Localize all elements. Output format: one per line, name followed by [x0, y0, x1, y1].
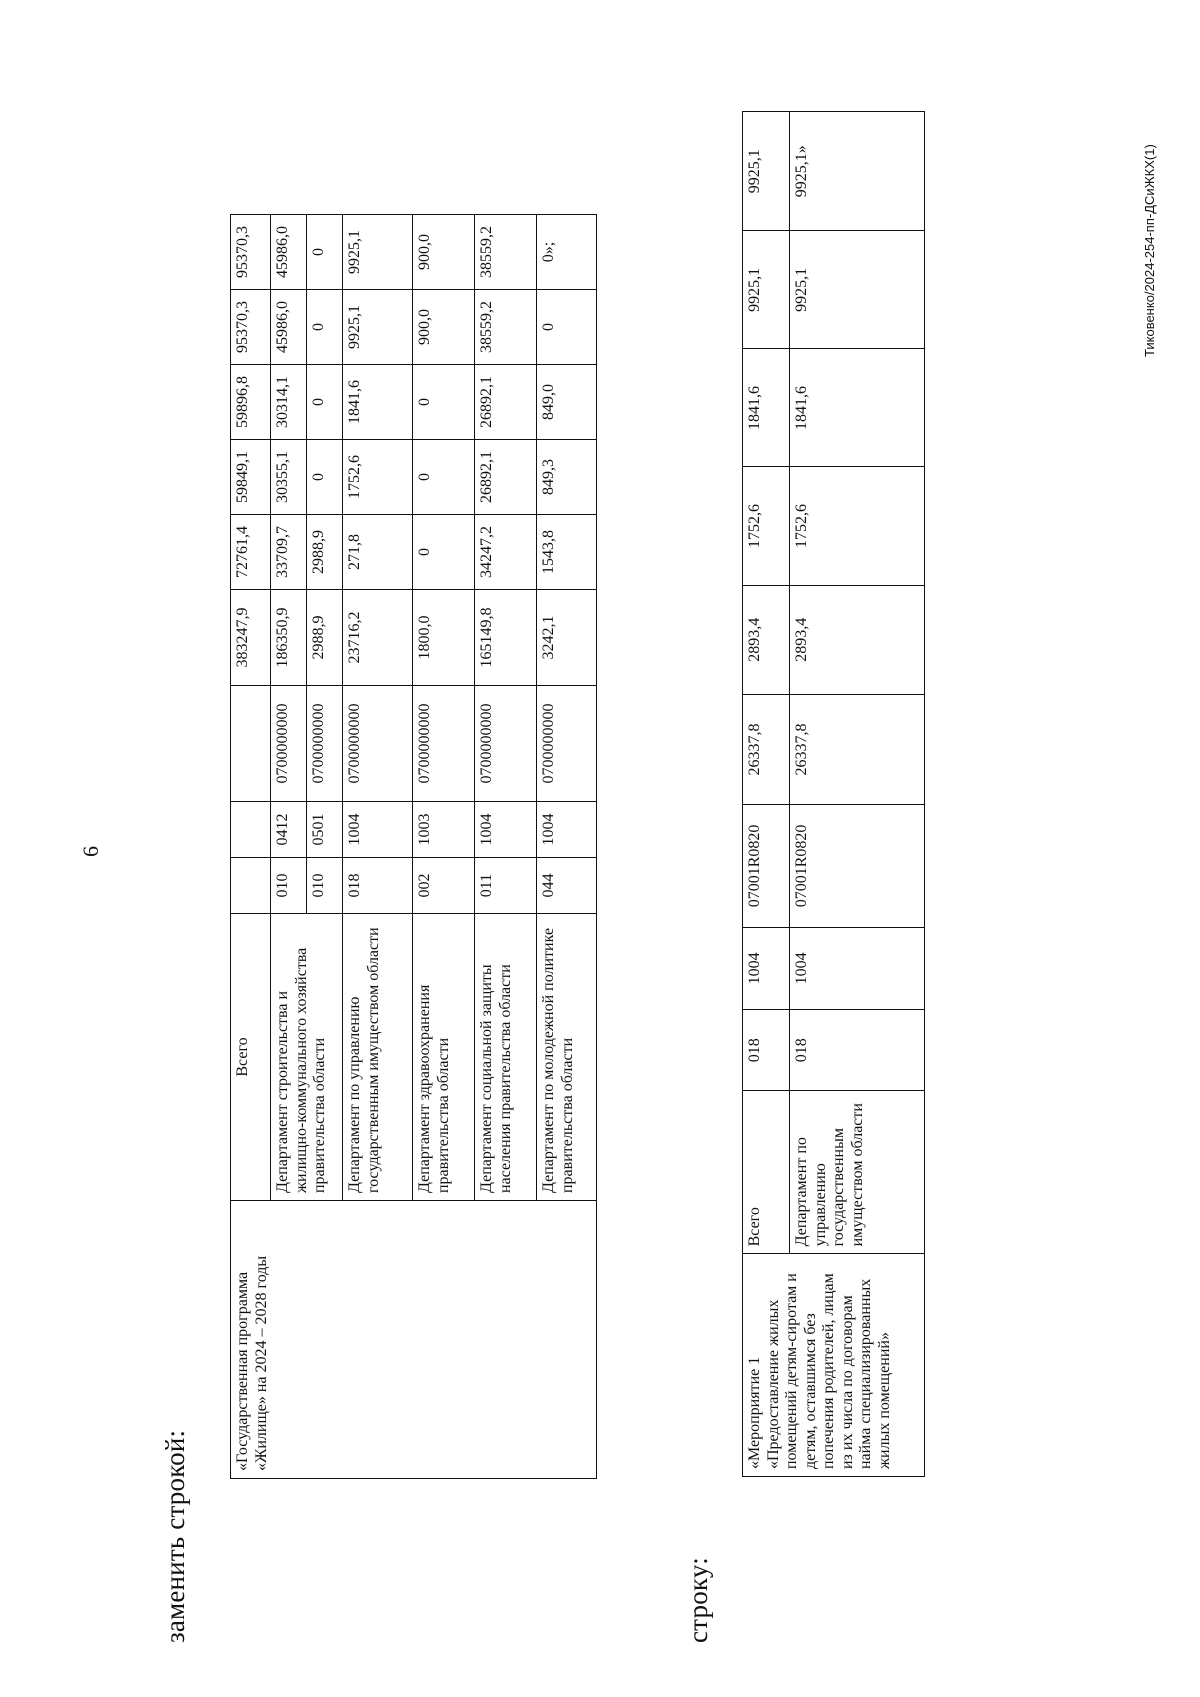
name-cell: Всего [231, 914, 271, 1201]
rzpr-cell [231, 802, 271, 858]
value-cell: 2893,4 [743, 585, 790, 694]
value-cell: 26892,1 [475, 365, 537, 440]
document-code: Тиковенко/2024-254-пп-ДСиЖКХ(1) [1142, 144, 1157, 357]
value-cell: 271,8 [343, 515, 413, 590]
csr-cell: 0700000000 [271, 686, 307, 802]
value-cell: 1841,6 [343, 365, 413, 440]
value-cell: 900,0 [413, 215, 475, 290]
value-cell: 1752,6 [343, 440, 413, 515]
value-cell: 0 [307, 365, 343, 440]
rzpr-cell: 1003 [413, 802, 475, 858]
value-cell: 9925,1 [743, 231, 790, 349]
rzpr-cell: 1004 [743, 927, 790, 1009]
value-cell: 0 [413, 515, 475, 590]
rzpr-cell: 1004 [790, 927, 925, 1009]
name-cell: Департамент здравоохранения правительства области [413, 914, 475, 1201]
grbs-cell: 018 [790, 1010, 925, 1091]
grbs-cell: 018 [743, 1010, 790, 1091]
value-cell: 34247,2 [475, 515, 537, 590]
value-cell: 3242,1 [537, 590, 597, 686]
value-cell: 9925,1 [743, 112, 790, 231]
value-cell: 9925,1» [790, 112, 925, 231]
value-cell: 72761,4 [231, 515, 271, 590]
value-cell: 23716,2 [343, 590, 413, 686]
value-cell: 2988,9 [307, 590, 343, 686]
value-cell: 38559,2 [475, 215, 537, 290]
rzpr-cell: 1004 [343, 802, 413, 858]
csr-cell: 07001R0820 [790, 805, 925, 928]
value-cell: 900,0 [413, 290, 475, 365]
name-cell: Департамент строительства и жилищно-коммунального хозяйства правительства области [271, 914, 343, 1201]
grbs-cell: 002 [413, 858, 475, 914]
value-cell: 0»; [537, 215, 597, 290]
value-cell: 165149,8 [475, 590, 537, 686]
grbs-cell: 010 [271, 858, 307, 914]
value-cell: 59849,1 [231, 440, 271, 515]
value-cell: 95370,3 [231, 215, 271, 290]
value-cell: 45986,0 [271, 215, 307, 290]
value-cell: 1543,8 [537, 515, 597, 590]
value-cell: 9925,1 [343, 215, 413, 290]
program-title-cell: «Государственная программа «Жилище» на 2024 – 2028 годы [231, 1201, 597, 1479]
replacement-table [230, 214, 597, 1479]
heading-replace-with-row: заменить строкой: [160, 1429, 190, 1643]
csr-cell: 0700000000 [475, 686, 537, 802]
rzpr-cell: 1004 [475, 802, 537, 858]
csr-cell: 0700000000 [343, 686, 413, 802]
value-cell: 45986,0 [271, 290, 307, 365]
rzpr-cell: 0501 [307, 802, 343, 858]
value-cell: 1752,6 [790, 467, 925, 585]
value-cell: 26892,1 [475, 440, 537, 515]
csr-cell: 0700000000 [307, 686, 343, 802]
grbs-cell [231, 858, 271, 914]
value-cell: 0 [413, 440, 475, 515]
value-cell: 1841,6 [790, 349, 925, 467]
value-cell: 30314,1 [271, 365, 307, 440]
rzpr-cell: 1004 [537, 802, 597, 858]
value-cell: 33709,7 [271, 515, 307, 590]
value-cell: 186350,9 [271, 590, 307, 686]
event-title-cell: «Мероприятие 1 «Предоставление жилых помещений детям-сиротам и детям, оставшимся без попечения родителей, лицам из их числа по договорам найма специализированных жилых помещений» [743, 1254, 925, 1477]
name-cell: Департамент по управлению государственным имуществом области [343, 914, 413, 1201]
value-cell: 26337,8 [743, 694, 790, 804]
value-cell: 2893,4 [790, 585, 925, 694]
value-cell: 38559,2 [475, 290, 537, 365]
value-cell: 0 [307, 215, 343, 290]
value-cell: 9925,1 [790, 231, 925, 349]
grbs-cell: 044 [537, 858, 597, 914]
name-cell: Департамент по управлению государственным имуществом области [790, 1091, 925, 1254]
value-cell: 0 [537, 290, 597, 365]
csr-cell: 07001R0820 [743, 805, 790, 928]
value-cell: 59896,8 [231, 365, 271, 440]
name-cell: Департамент по молодежной политике правительства области [537, 914, 597, 1201]
value-cell: 1800,0 [413, 590, 475, 686]
name-cell: Всего [743, 1091, 790, 1254]
value-cell: 0 [307, 440, 343, 515]
grbs-cell: 010 [307, 858, 343, 914]
value-cell: 0 [307, 290, 343, 365]
value-cell: 1752,6 [743, 467, 790, 585]
value-cell: 26337,8 [790, 694, 925, 804]
table-row [231, 215, 271, 1479]
heading-row-to-replace: строку: [683, 1557, 713, 1643]
table-row [743, 1, 790, 1477]
value-cell: 1841,6 [743, 349, 790, 467]
page-number: 6 [78, 846, 103, 857]
rzpr-cell: 0412 [271, 802, 307, 858]
value-cell: 0 [413, 365, 475, 440]
value-cell: 849,0 [537, 365, 597, 440]
csr-cell [231, 686, 271, 802]
csr-cell: 0700000000 [537, 686, 597, 802]
grbs-cell: 011 [475, 858, 537, 914]
value-cell: 9925,1 [343, 290, 413, 365]
grbs-cell: 018 [343, 858, 413, 914]
value-cell: 95370,3 [231, 290, 271, 365]
value-cell: 30355,1 [271, 440, 307, 515]
value-cell: 849,3 [537, 440, 597, 515]
csr-cell: 0700000000 [413, 686, 475, 802]
value-cell: 383247,9 [231, 590, 271, 686]
name-cell: Департамент социальной защиты населения правительства области [475, 914, 537, 1201]
value-cell: 2988,9 [307, 515, 343, 590]
original-row-table [742, 0, 925, 1477]
